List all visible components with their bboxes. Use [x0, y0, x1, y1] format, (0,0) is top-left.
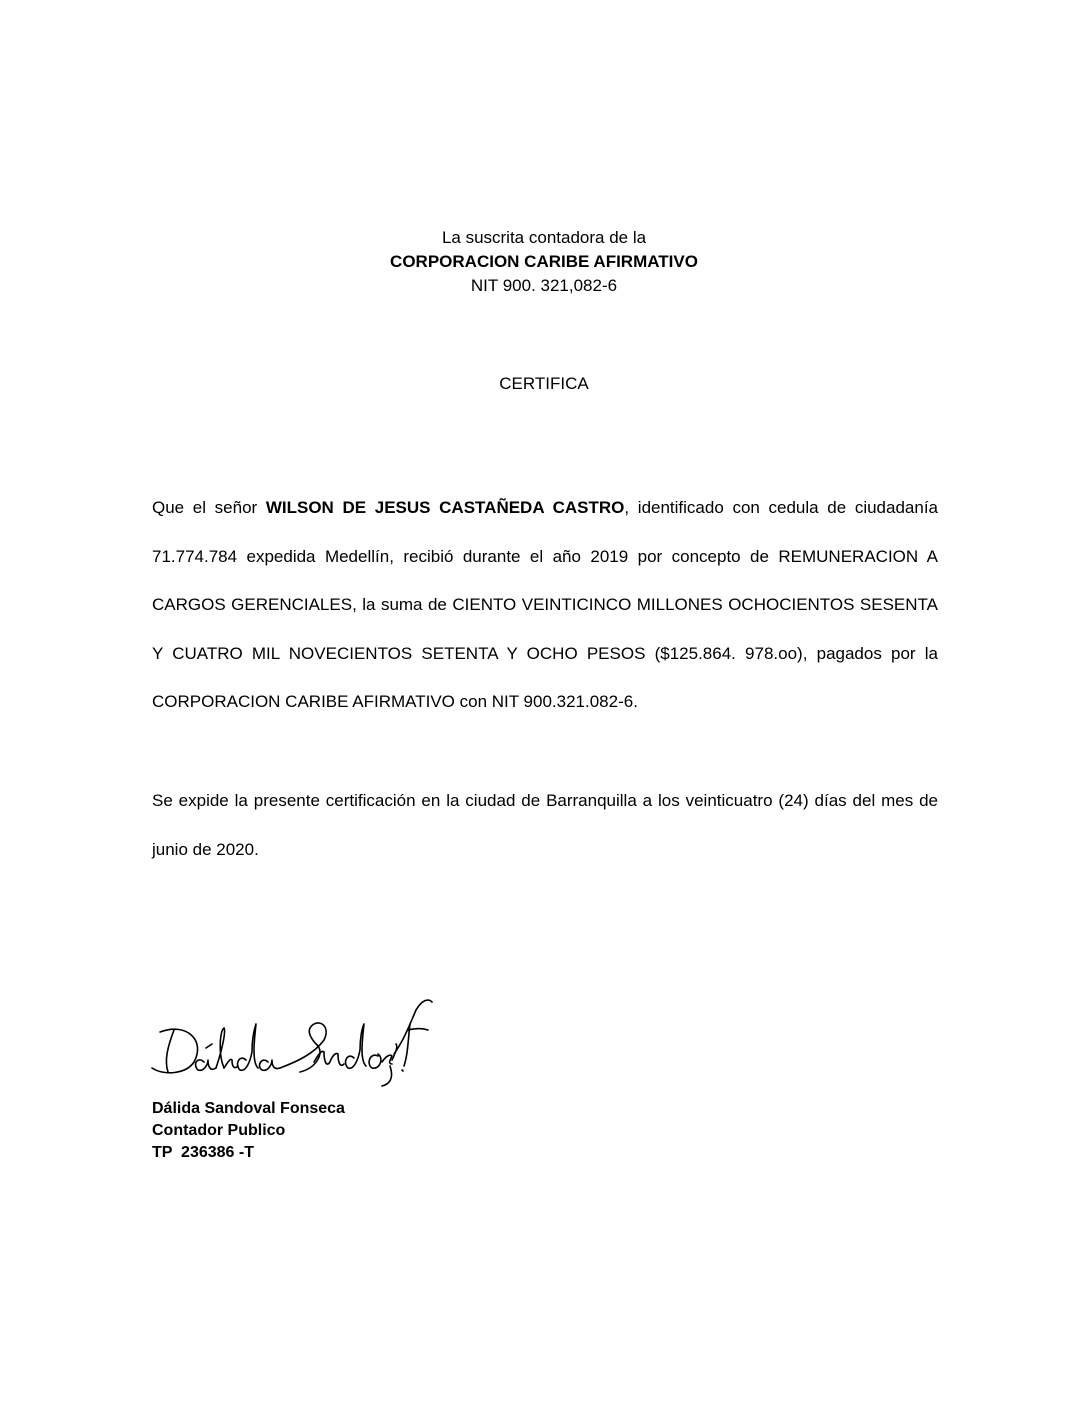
document-header: [0, 226, 1088, 298]
certification-paragraph: [152, 484, 938, 727]
organization-nit: NIT 900. 321,082-6: [470, 276, 618, 295]
paragraph-prefix: Que el señor: [152, 498, 266, 517]
signer-license: TP 236386 -T: [152, 1144, 254, 1161]
signer-block: [152, 1098, 345, 1164]
paragraph-body: , identificado con cedula de ciudadanía 71.774.784 expedida Medellín, recibió durante el año 2019 por concepto de REMUNERACION A CARGOS GERENCIALES, la suma de CIENTO VEINTICINCO MILLONES OCHOCIENTOS SESENTA Y CUATRO MIL NOVECIENTOS SETENTA Y OCHO PESOS ($125.864. 978.oo), pagados por la CORPORACION CARIBE AFIRMATIVO con NIT 900.321.082-6.: [152, 498, 938, 711]
handwritten-signature: [146, 980, 436, 1090]
signer-name: Dálida Sandoval Fonseca: [152, 1100, 345, 1117]
person-name: WILSON DE JESUS CASTAÑEDA CASTRO: [265, 498, 625, 517]
signer-role: Contador Publico: [152, 1122, 286, 1139]
organization-name: CORPORACION CARIBE AFIRMATIVO: [390, 252, 698, 271]
header-intro: La suscrita contadora de la: [441, 228, 647, 247]
issuance-paragraph: Se expide la presente certificación en la ciudad de Barranquilla a los veinticuatro (24) días del mes de junio de 2020.: [152, 791, 938, 859]
document-title: CERTIFICA: [499, 374, 589, 393]
